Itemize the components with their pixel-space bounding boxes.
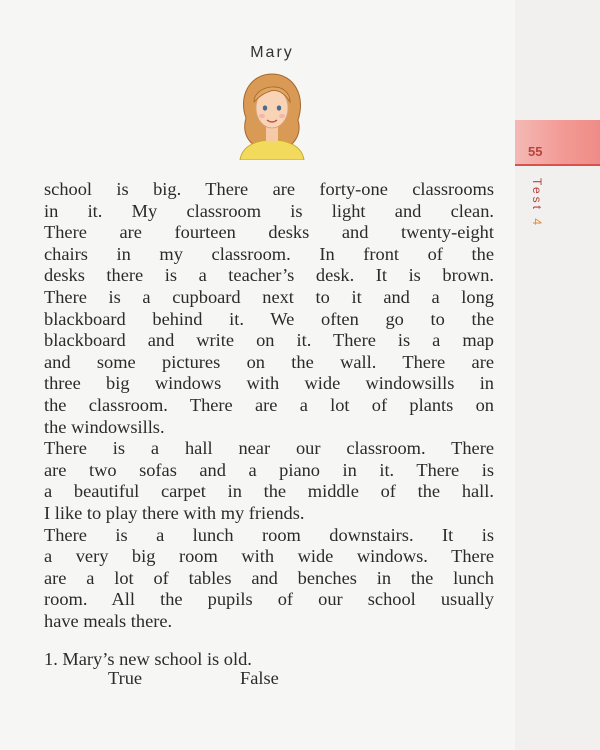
answer-option-true[interactable]: True <box>108 668 143 688</box>
text-line: are two sofas and a piano in it. There is <box>44 459 494 480</box>
text-line: There is a cupboard next to it and a long <box>44 286 494 307</box>
text-line: desks there is a teacher’s desk. It is brown. <box>44 265 494 286</box>
side-label-number: 4 <box>530 218 544 229</box>
girl-portrait-icon <box>232 68 312 160</box>
text-line: and some pictures on the wall. There are <box>44 351 494 372</box>
page-divider-line <box>515 164 600 166</box>
text-line: are a lot of tables and benches in the lunch <box>44 567 494 588</box>
character-name: Mary <box>250 44 294 61</box>
page-corner-band <box>515 120 600 166</box>
text-line: a beautiful carpet in the middle of the hall. <box>44 481 494 502</box>
page-number: 55 <box>528 144 543 159</box>
text-line: blackboard behind it. We often go to the <box>44 308 494 329</box>
text-line: school is big. There are forty-one classrooms <box>44 179 494 199</box>
text-line: There are fourteen desks and twenty-eight <box>44 222 494 243</box>
side-label-text: Test <box>530 178 544 213</box>
text-line: chairs in my classroom. In front of the <box>44 243 494 264</box>
side-label <box>530 178 544 228</box>
text-line: the classroom. There are a lot of plants on <box>44 394 494 415</box>
text-line: room. All the pupils of our school usually <box>44 589 494 610</box>
text-line: There is a lunch room downstairs. It is <box>44 524 494 545</box>
text-line: have meals there. <box>44 610 173 631</box>
page-margin <box>515 0 600 750</box>
text-line: There is a hall near our classroom. There <box>44 438 494 459</box>
text-line: a very big room with wide windows. There <box>44 546 494 567</box>
text-line: I like to play there with my friends. <box>44 502 305 523</box>
answer-option-false[interactable]: False <box>240 668 279 688</box>
text-line: three big windows with wide windowsills in <box>44 373 494 394</box>
text-line: in it. My classroom is light and clean. <box>44 200 494 221</box>
text-line: the windowsills. <box>44 416 165 437</box>
text-line: blackboard and write on it. There is a map <box>44 330 494 351</box>
reading-text <box>44 179 494 632</box>
question-text: 1. Mary’s new school is old. <box>44 649 252 669</box>
